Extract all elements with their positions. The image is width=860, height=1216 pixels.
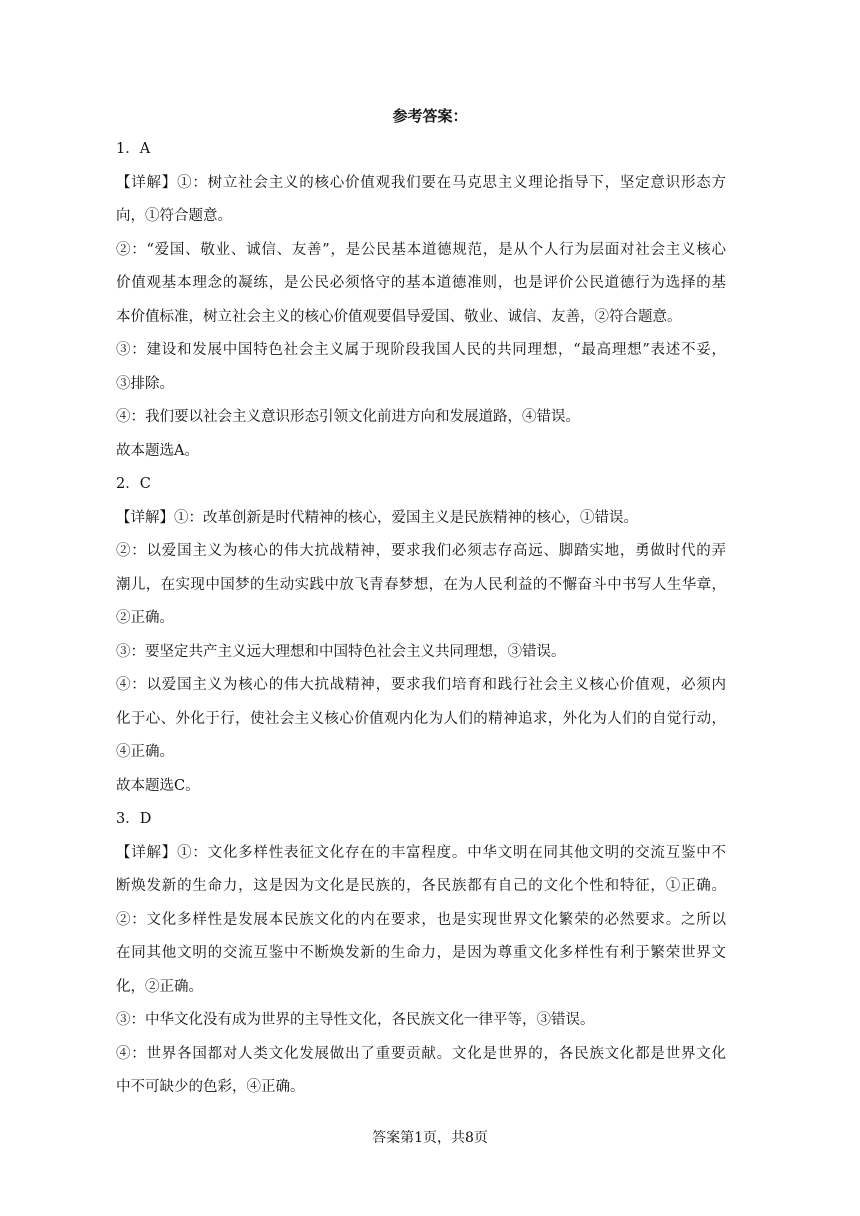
text-line: 潮儿，在实现中国梦的生动实践中放飞青春梦想，在为人民利益的不懈奋斗中书写人生华章， — [116, 576, 726, 593]
text-line: 2．C — [116, 476, 151, 492]
text-line: 【详解】①：文化多样性表征文化存在的丰富程度。中华文明在同其他文明的交流互鉴中不 — [116, 844, 726, 861]
text-line: 【详解】①：树立社会主义的核心价值观我们要在马克思主义理论指导下，坚定意识形态方 — [116, 174, 726, 191]
text-line: ④：世界各国都对人类文化发展做出了重要贡献。文化是世界的，各民族文化都是世界文化 — [116, 1045, 726, 1062]
text-line: ③：建设和发展中国特色社会主义属于现阶段我国人民的共同理想，“最高理想”表述不妥， — [116, 342, 726, 358]
text-line: 化，②正确。 — [116, 978, 203, 995]
text-line: 故本题选A。 — [116, 442, 199, 459]
text-line: ②：“爱国、敬业、诚信、友善”，是公民基本道德规范，是从个人行为层面对社会主义核心 — [116, 241, 726, 258]
text-line: 【详解】①：改革创新是时代精神的核心，爱国主义是民族精神的核心，①错误。 — [116, 509, 638, 526]
page-footer: 答案第1页，共8页 — [372, 1130, 488, 1146]
text-line: ④正确。 — [116, 744, 174, 760]
text-line: ③排除。 — [116, 375, 174, 392]
page-title: 参考答案： — [392, 107, 468, 125]
text-line: 价值观基本理念的凝练，是公民必须恪守的基本道德准则，也是评价公民道德行为选择的基 — [116, 275, 726, 291]
answer-content — [116, 133, 726, 1105]
text-line: 故本题选C。 — [116, 777, 200, 794]
text-line: ③：要坚定共产主义远大理想和中国特色社会主义共同理想，③错误。 — [116, 643, 566, 660]
text-line: 在同其他文明的交流互鉴中不断焕发新的生命力，是因为尊重文化多样性有利于繁荣世界文 — [116, 945, 726, 961]
text-line: 化于心、外化于行，使社会主义核心价值观内化为人们的精神追求，外化为人们的自觉行动， — [116, 710, 726, 727]
text-line: 中不可缺少的色彩，④正确。 — [116, 1079, 305, 1095]
text-line: 1．A — [116, 141, 151, 157]
text-line: 断焕发新的生命力，这是因为文化是民族的，各民族都有自己的文化个性和特征，①正确。 — [116, 878, 726, 894]
text-line: ②：以爱国主义为核心的伟大抗战精神，要求我们必须志存高远、脚踏实地，勇做时代的弄 — [116, 543, 726, 559]
text-line: ②正确。 — [116, 610, 174, 626]
text-line: ④：以爱国主义为核心的伟大抗战精神，要求我们培育和践行社会主义核心价值观，必须内 — [116, 677, 726, 693]
text-line: 本价值标准，树立社会主义的核心价值观要倡导爱国、敬业、诚信、友善，②符合题意。 — [116, 308, 682, 325]
text-line: 向，①符合题意。 — [116, 208, 232, 224]
text-line: ④：我们要以社会主义意识形态引领文化前进方向和发展道路，④错误。 — [116, 409, 580, 425]
text-line: 3．D — [116, 811, 152, 827]
text-line: ③：中华文化没有成为世界的主导性文化，各民族文化一律平等，③错误。 — [116, 1012, 595, 1028]
text-line: ②：文化多样性是发展本民族文化的内在要求，也是实现世界文化繁荣的必然要求。之所以 — [116, 911, 726, 928]
